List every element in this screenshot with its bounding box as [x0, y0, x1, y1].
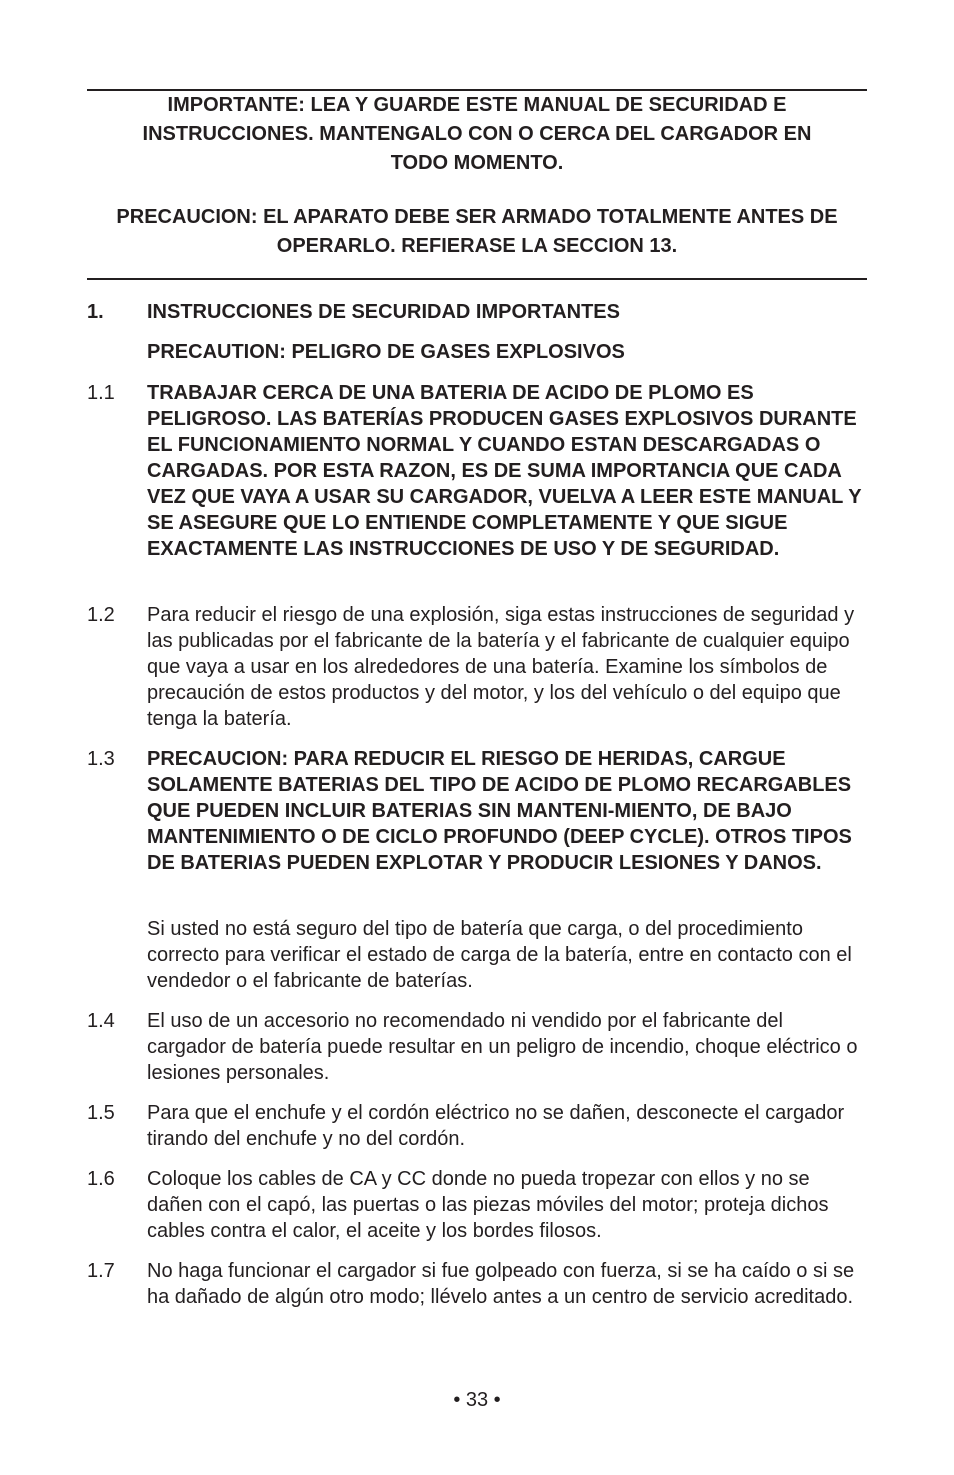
item-note: Si usted no está seguro del tipo de batería que carga, o del procedimiento correcto para verificar el estado de carga de la batería, entre en contacto con el vendedor o el fabricante de baterías. [147, 918, 852, 992]
item-number: 1.2 [87, 604, 115, 626]
important-notice: IMPORTANTE: LEA Y GUARDE ESTE MANUAL DE SECURIDAD E INSTRUCCIONES. MANTENGALO CON O CERCA DEL CARGADOR EN TODO MOMENTO. [142, 94, 812, 174]
item-text: No haga funcionar el cargador si fue golpeado con fuerza, si se ha caído o si se ha dañado de algún otro modo; llévelo antes a un centro de servicio acreditado. [147, 1260, 855, 1308]
bottom-rule [87, 278, 867, 280]
item-number: 1.7 [87, 1260, 115, 1282]
item-number: 1.6 [87, 1168, 115, 1190]
section-subtitle: PRECAUTION: PELIGRO DE GASES EXPLOSIVOS [147, 341, 625, 363]
item-number: 1.4 [87, 1010, 115, 1032]
item-number: 1.5 [87, 1102, 115, 1124]
caution-notice: PRECAUCION: EL APARATO DEBE SER ARMADO TOTALMENTE ANTES DE OPERARLO. REFIERASE LA SECCION 13. [116, 206, 838, 257]
section-number: 1. [87, 301, 104, 323]
page-number: • 33 • [453, 1389, 501, 1411]
item-text: PRECAUCION: PARA REDUCIR EL RIESGO DE HERIDAS, CARGUE SOLAMENTE BATERIAS DEL TIPO DE ACIDO DE PLOMO RECARGABLES QUE PUEDEN INCLUIR BATERIAS SIN MANTENI-MIENTO, DE BAJO MANTENIMIENTO O DE CICLO PROFUNDO (DEEP CYCLE). OTROS TIPOS DE BATERIAS PUEDEN EXPLOTAR Y PRODUCIR LESIONES Y DANOS. [147, 748, 852, 874]
item-text: TRABAJAR CERCA DE UNA BATERIA DE ACIDO DE PLOMO ES PELIGROSO. LAS BATERÍAS PRODUCEN GASES EXPLOSIVOS DURANTE EL FUNCIONAMIENTO NORMAL Y CUANDO ESTAN DESCARGADAS O CARGADAS. POR ESTA RAZON, ES DE SUMA IMPORTANCIA QUE CADA VEZ QUE VAYA A USAR SU CARGADOR, VUELVA A LEER ESTE MANUAL Y SE ASEGURE QUE LO ENTIENDE COMPLETAMENTE Y QUE SIGUE EXACTAMENTE LAS INSTRUCCIONES DE USO Y DE SEGURIDAD. [147, 382, 862, 560]
item-text: El uso de un accesorio no recomendado ni vendido por el fabricante del cargador de batería puede resultar en un peligro de incendio, choque eléctrico o lesiones personales. [147, 1010, 858, 1084]
item-text: Para reducir el riesgo de una explosión, siga estas instrucciones de seguridad y las publicadas por el fabricante de la batería y el fabricante de cualquier equipo que vaya a usar en los alrededores de una batería. Examine los símbolos de precaución de estos productos y del motor, y los del vehículo o del equipo que tenga la batería. [147, 604, 855, 730]
item-number: 1.1 [87, 382, 115, 404]
section-title: INSTRUCCIONES DE SECURIDAD IMPORTANTES [147, 301, 620, 323]
item-number: 1.3 [87, 748, 115, 770]
item-text: Para que el enchufe y el cordón eléctrico no se dañen, desconecte el cargador tirando del enchufe y no del cordón. [147, 1102, 845, 1150]
item-text: Coloque los cables de CA y CC donde no pueda tropezar con ellos y no se dañen con el capó, las puertas o las piezas móviles del motor; proteja dichos cables contra el calor, el aceite y los bordes filosos. [147, 1168, 829, 1242]
